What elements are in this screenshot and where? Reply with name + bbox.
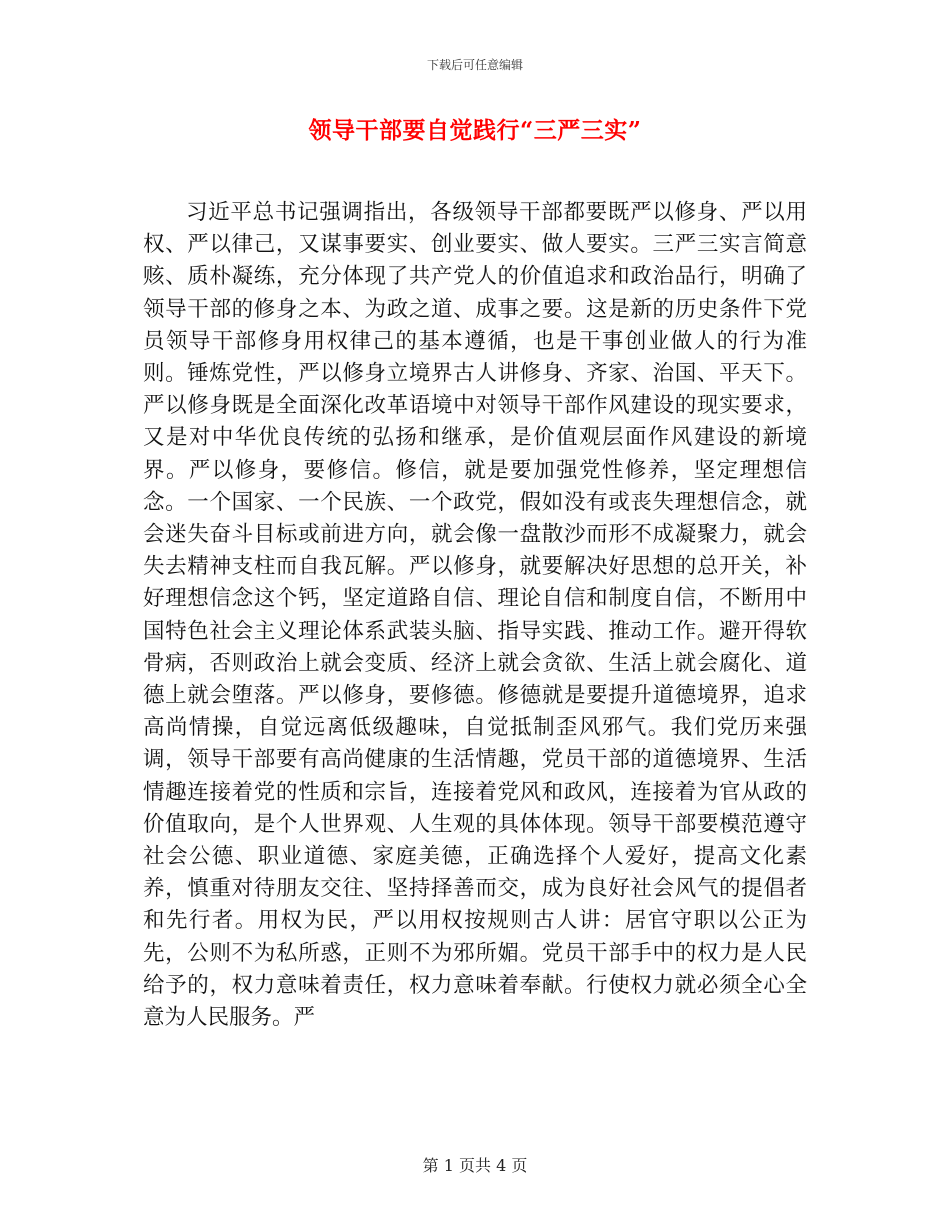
- header-note: 下载后可任意编辑: [426, 58, 523, 72]
- body-paragraph: 习近平总书记强调指出，各级领导干部都要既严以修身、严以用权、严以律己，又谋事要实、创业要实、做人要实。三严三实言简意赅、质朴凝练，充分体现了共产党人的价值追求和政治品行，明确了领导干部的修身之本、为政之道、成事之要。这是新的历史条件下党员领导干部修身用权律己的基本遵循，也是干事创业做人的行为准则。锤炼党性，严以修身立境界古人讲修身、齐家、治国、平天下。严以修身既是全面深化改革语境中对领导干部作风建设的现实要求，又是对中华优良传统的弘扬和继承，是价值观层面作风建设的新境界。严以修身，要修信。修信，就是要加强党性修养，坚定理想信念。一个国家、一个民族、一个政党，假如没有或丧失理想信念，就会迷失奋斗目标或前进方向，就会像一盘散沙而形不成凝聚力，就会失去精神支柱而自我瓦解。严以修身，就要解决好思想的总开关，补好理想信念这个钙，坚定道路自信、理论自信和制度自信，不断用中国特色社会主义理论体系武装头脑、指导实践、推动工作。避开得软骨病，否则政治上就会变质、经济上就会贪欲、生活上就会腐化、道德上就会堕落。严以修身，要修德。修德就是要提升道德境界，追求高尚情操，自觉远离低级趣味，自觉抵制歪风邪气。我们党历来强调，领导干部要有高尚健康的生活情趣，党员干部的道德境界、生活情趣连接着党的性质和宗旨，连接着党风和政风，连接着为官从政的价值取向，是个人世界观、人生观的具体体现。领导干部要模范遵守社会公德、职业道德、家庭美德，正确选择个人爱好，提高文化素养，慎重对待朋友交往、坚持择善而交，成为良好社会风气的提倡者和先行者。用权为民，严以用权按规则古人讲：居官守职以公正为先，公则不为私所惑，正则不为邪所媚。党员干部手中的权力是人民给予的，权力意味着责任，权力意味着奉献。行使权力就必须全心全意为人民服务。严: [143, 200, 807, 1031]
- page-number: 第 1 页共 4 页: [422, 1156, 528, 1175]
- document-title: 领导干部要自觉践行“三严三实”: [308, 117, 642, 144]
